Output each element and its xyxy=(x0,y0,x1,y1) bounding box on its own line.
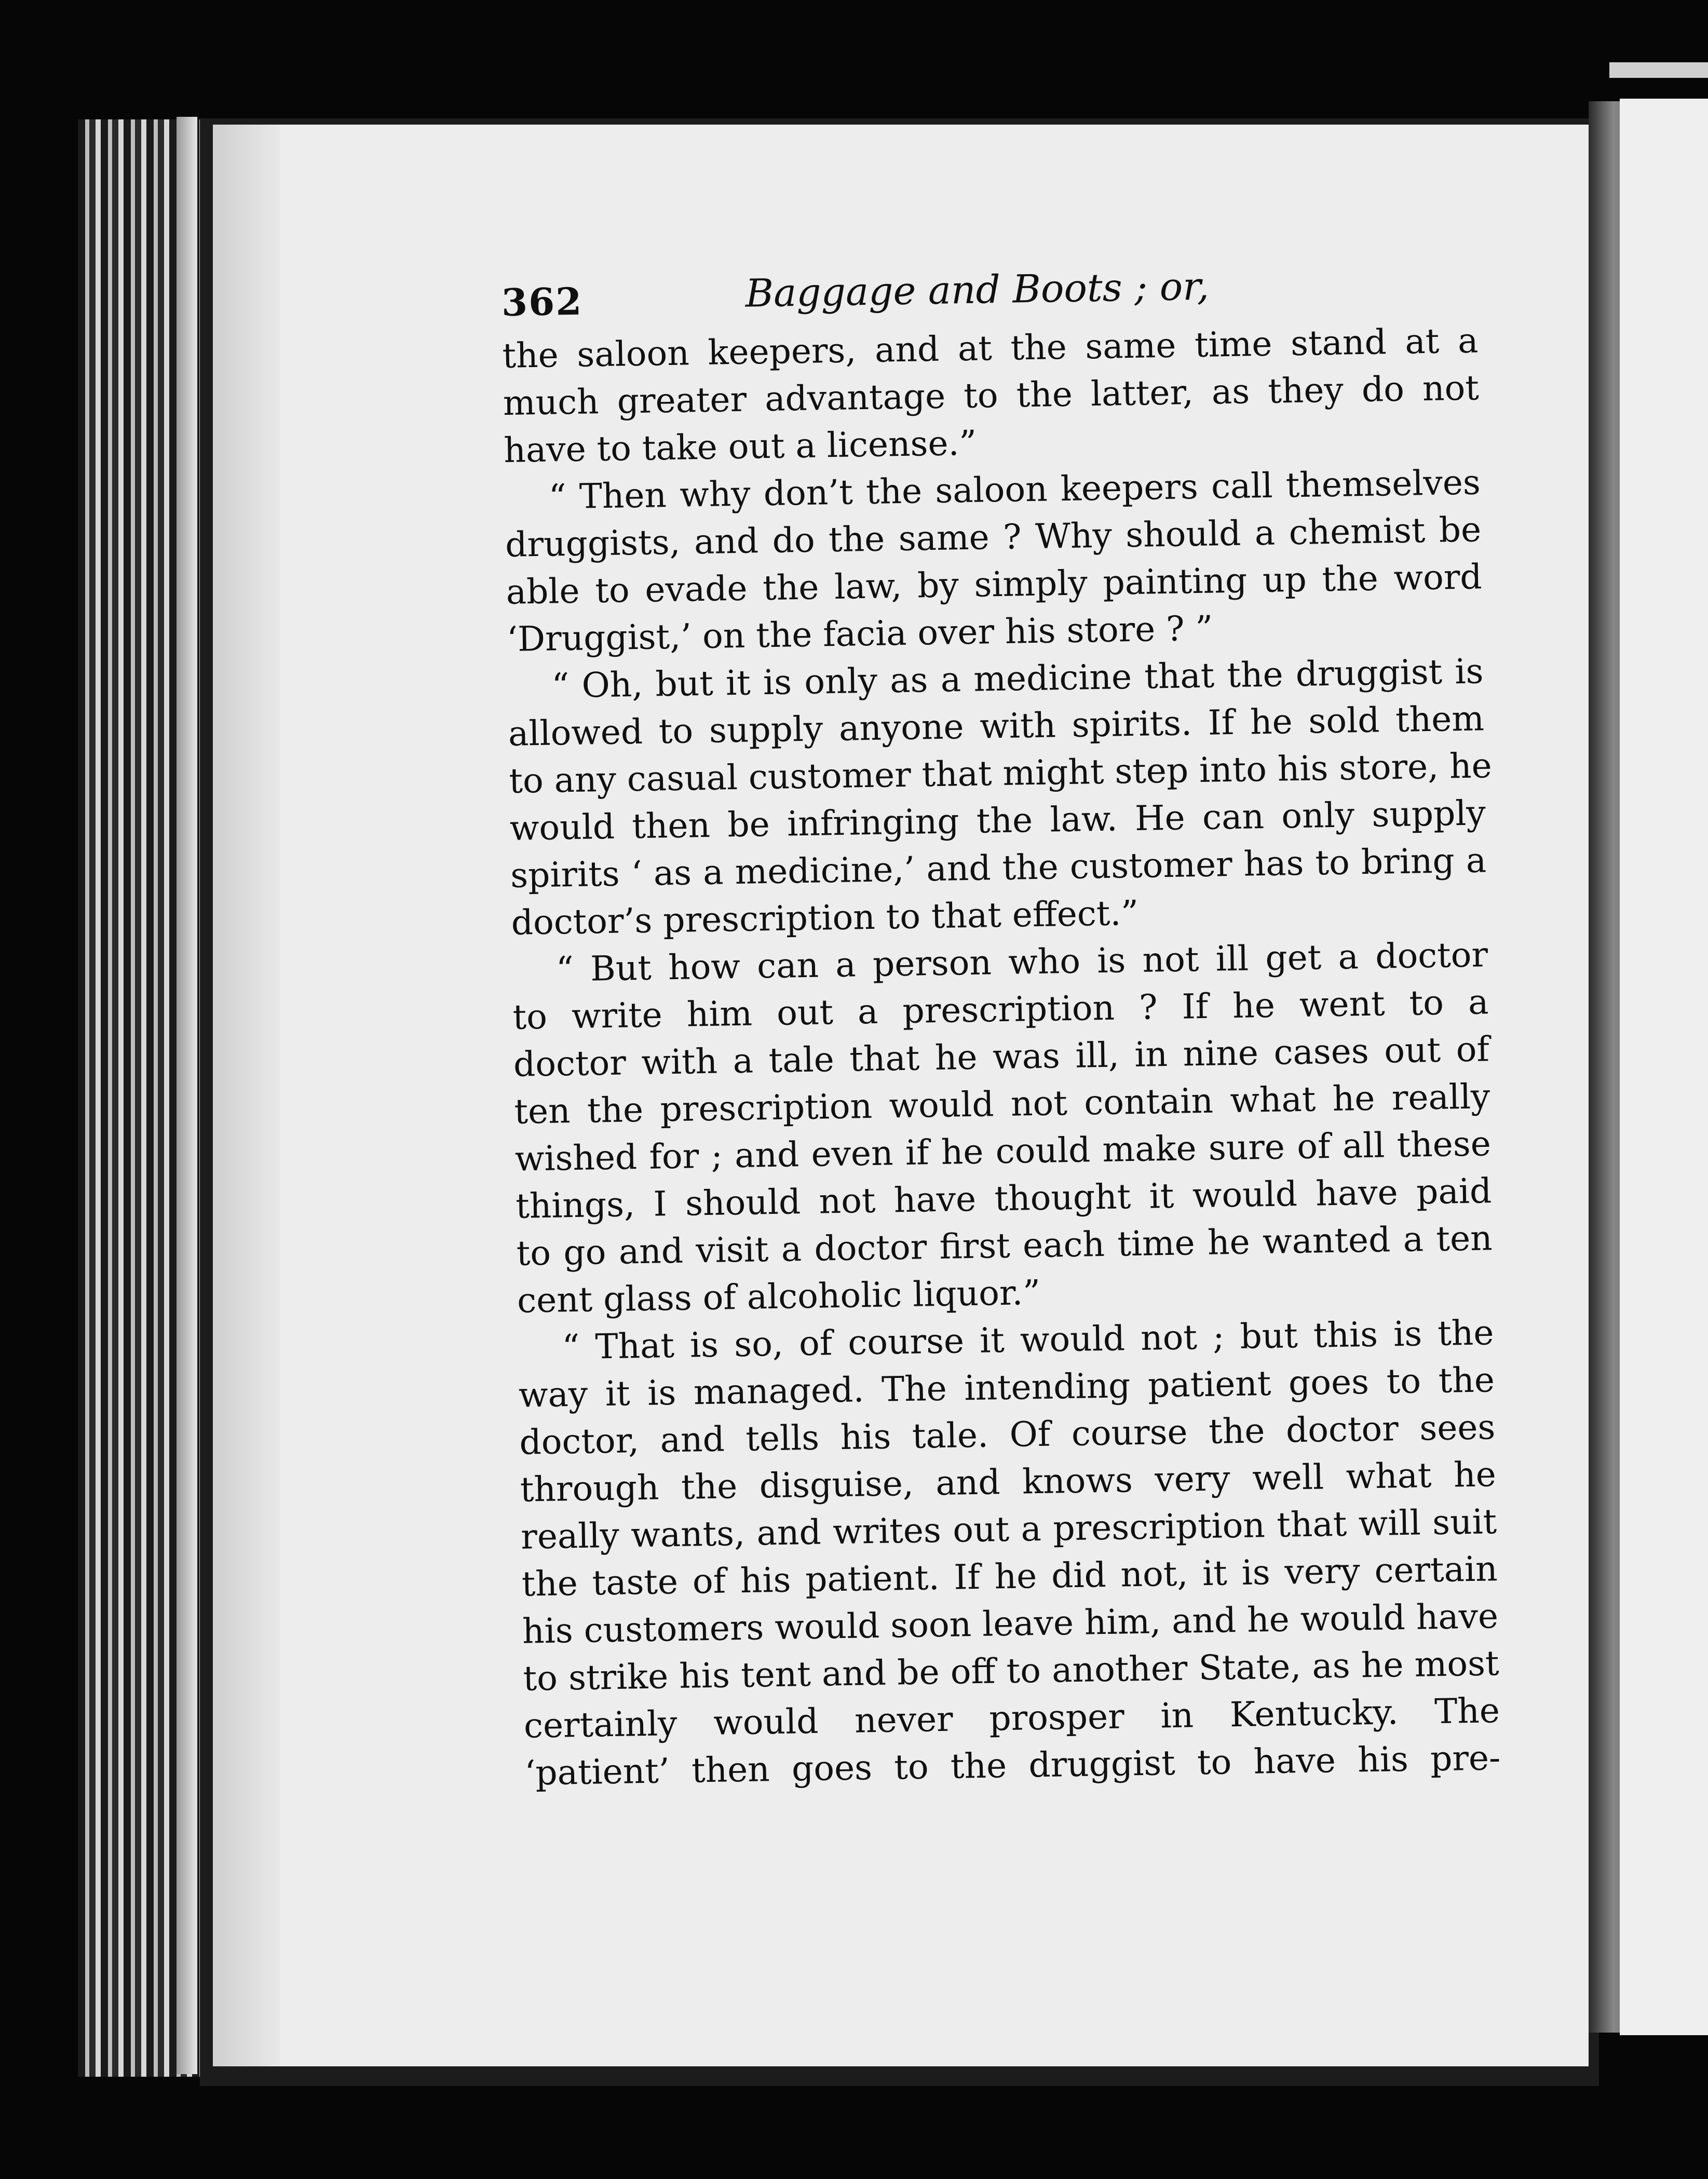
text-line: doctor’s prescription to that effect.” xyxy=(511,892,1139,943)
text-line: wished for ; and even if he could make sure of all these xyxy=(514,1124,1492,1179)
text-line: have to take out a license.” xyxy=(503,423,977,470)
text-line: the saloon keepers, and at the same time stand at a xyxy=(501,320,1479,376)
text-line: the taste of his patient. If he did not, it is very certain xyxy=(521,1549,1498,1604)
text-line: ‘patient’ then goes to the druggist to have his pre- xyxy=(524,1738,1501,1793)
text-line: to go and visit a doctor first each time he wanted a ten xyxy=(516,1218,1493,1274)
text-line: certainly would never prosper in Kentucky. The xyxy=(523,1690,1500,1746)
text-line: his customers would soon leave him, and he would have xyxy=(522,1596,1499,1652)
text-line: doctor with a tale that he was ill, in nine cases out of xyxy=(513,1029,1490,1085)
text-line: ten the prescription would not contain what he really xyxy=(513,1076,1490,1132)
text-line: “ Oh, but it is only as a medicine that the druggist is xyxy=(551,651,1484,706)
text-line: things, I should not have thought it would have paid xyxy=(515,1171,1492,1226)
text-line: would then be infringing the law. He can only supply xyxy=(509,793,1486,848)
paragraph xyxy=(502,317,1480,473)
text-line: “ That is so, of course it would not ; but this is the xyxy=(562,1312,1494,1368)
running-head: Baggage and Boots ; or, xyxy=(745,264,1210,316)
text-line: able to evade the law, by simply painting up the word xyxy=(506,557,1483,612)
text-line: spirits ‘ as a medicine,’ and the customer has to bring a xyxy=(510,840,1487,896)
text-line: cent glass of alcoholic liquor.” xyxy=(517,1272,1041,1321)
text-line: to any casual customer that might step into his store, he xyxy=(508,746,1493,801)
paragraph xyxy=(518,1309,1501,1796)
paragraph xyxy=(507,647,1493,946)
gutter-shadow xyxy=(213,125,280,2066)
text-line: doctor, and tells his tale. Of course the doctor sees xyxy=(519,1407,1496,1463)
text-line: druggists, and do the same ? Why should a chemist be xyxy=(505,509,1482,565)
facing-page-edge xyxy=(1620,99,1708,2035)
text-line: to write him out a prescription ? If he went to a xyxy=(512,982,1489,1037)
text-line: ‘Druggist,’ on the facia over his store ? ” xyxy=(506,608,1213,659)
text-line: through the disguise, and knows very well what he xyxy=(520,1454,1497,1510)
page-number: 362 xyxy=(501,279,583,324)
text-line: “ Then why don’t the saloon keepers call themselves xyxy=(548,462,1481,517)
paragraph xyxy=(504,458,1483,662)
page-edge-inner xyxy=(177,117,197,2074)
text-line: really wants, and writes out a prescription that will suit xyxy=(520,1501,1497,1557)
text-line: to strike his tent and be off to another State, as he most xyxy=(523,1643,1499,1699)
text-line: allowed to supply anyone with spirits. If he sold them xyxy=(508,698,1485,754)
paragraph xyxy=(511,931,1493,1324)
facing-page-top xyxy=(1609,62,1708,78)
text-line: “ But how can a person who is not ill get a doctor xyxy=(555,935,1488,990)
text-line: way it is managed. The intending patient goes to the xyxy=(518,1360,1495,1415)
text-line: much greater advantage to the latter, as they do not xyxy=(503,368,1480,423)
page-text xyxy=(501,254,1501,1796)
